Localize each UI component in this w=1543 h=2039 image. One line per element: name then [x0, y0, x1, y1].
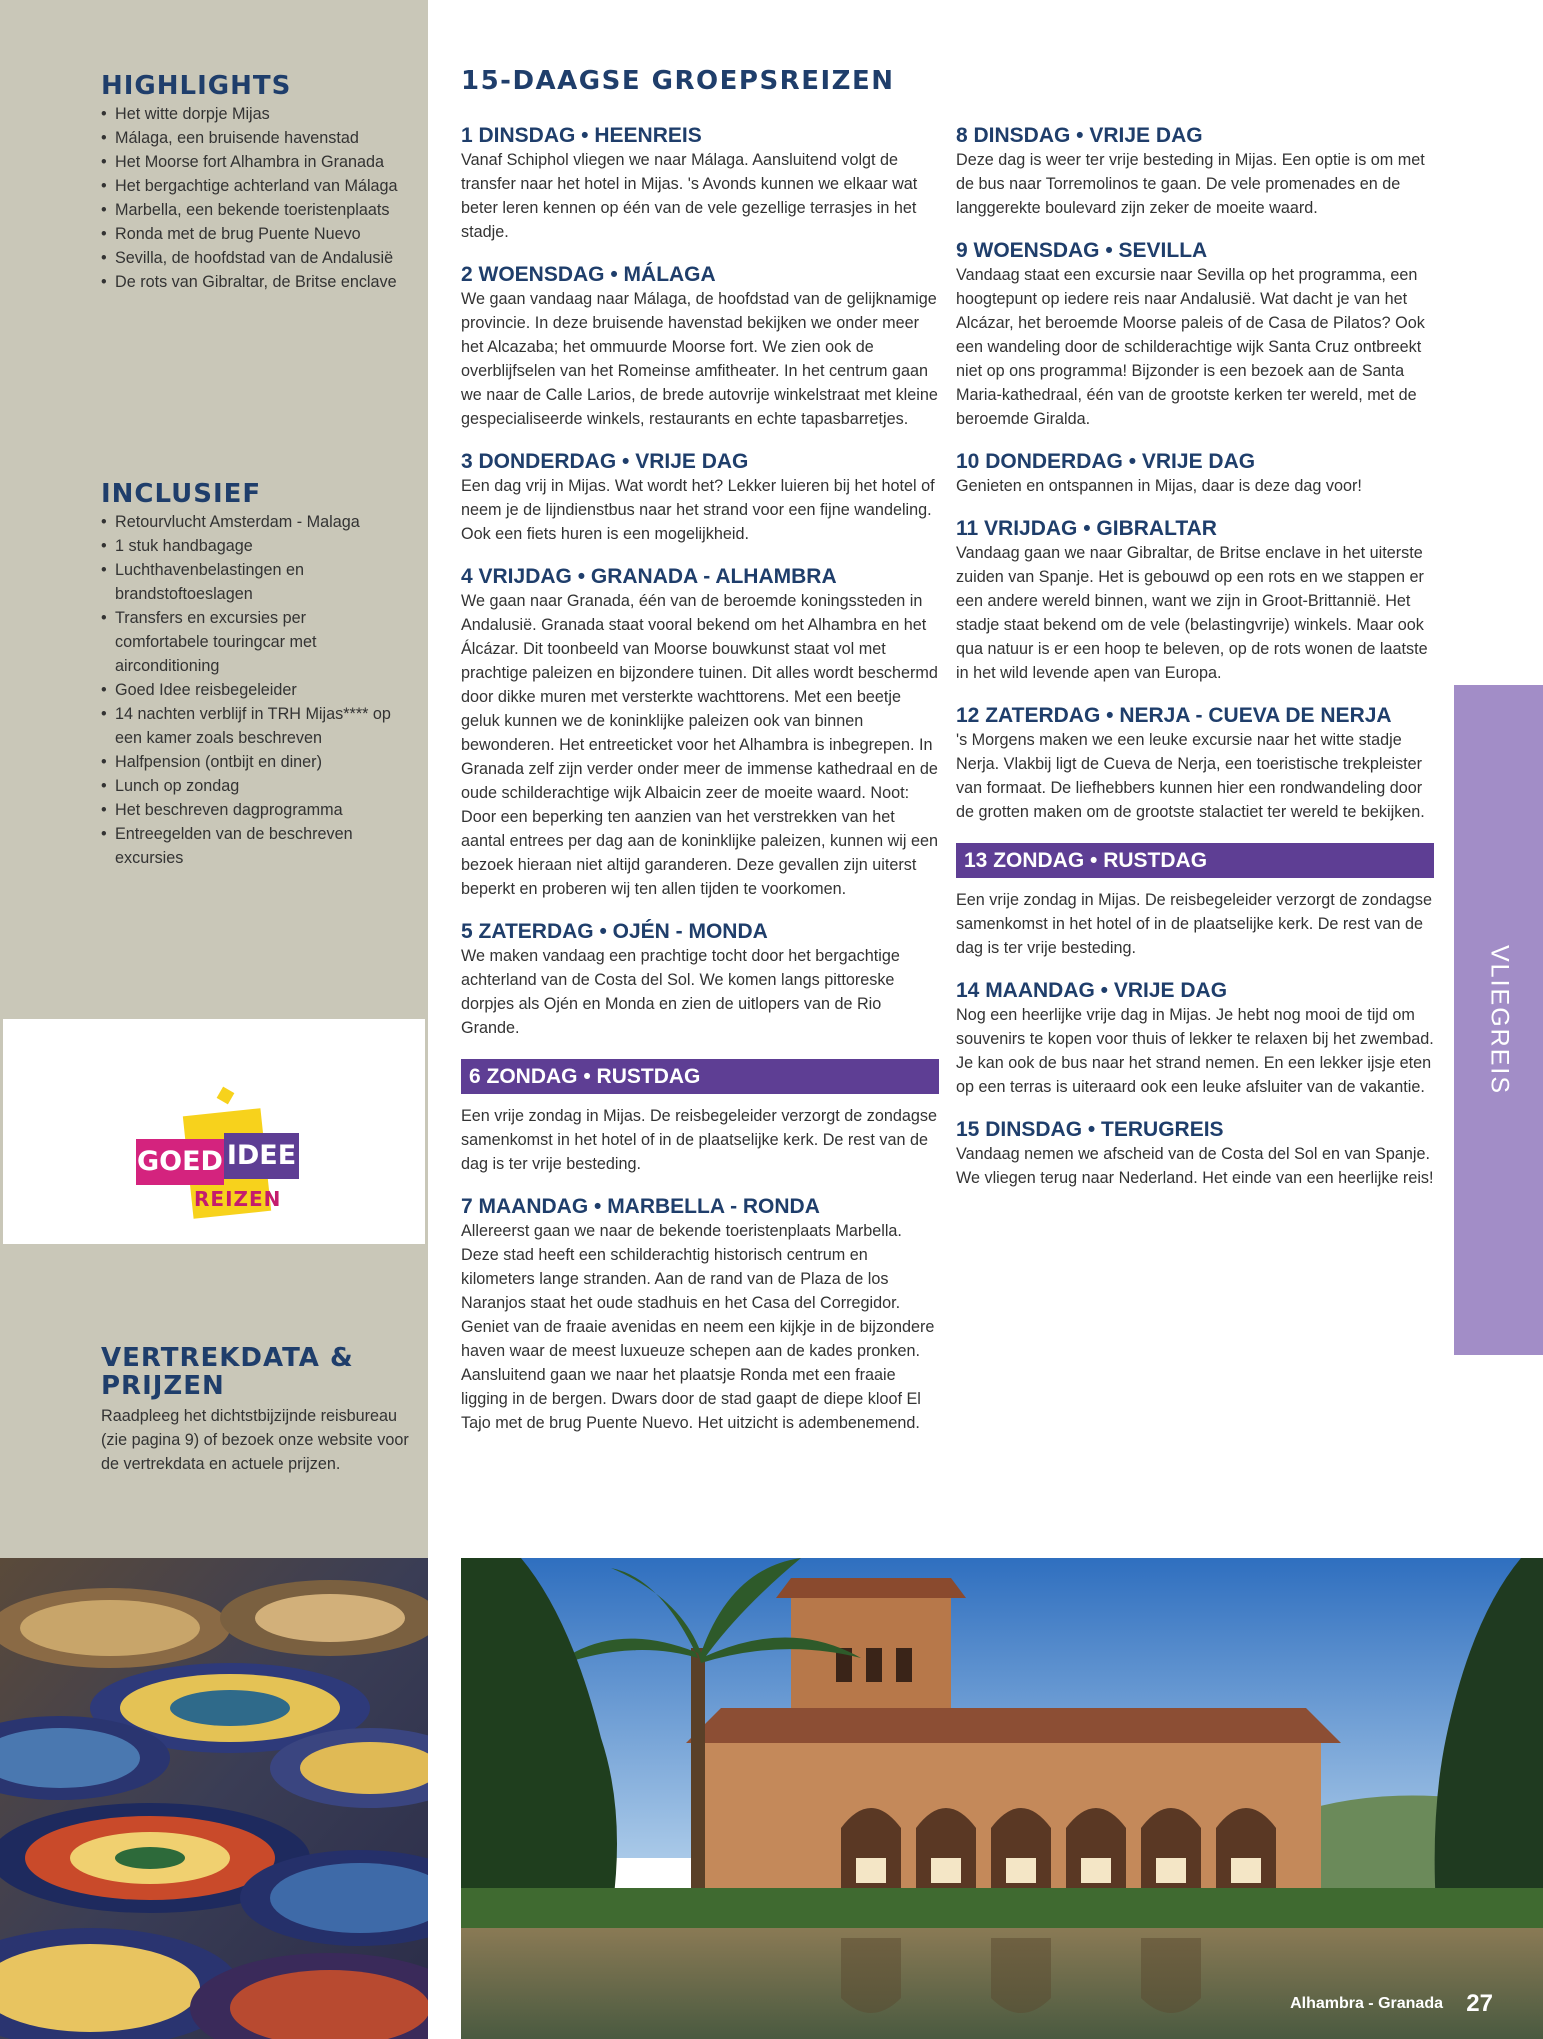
list-item: • 14 nachten verblijf in TRH Mijas**** op een kamer zoals beschreven [101, 702, 395, 750]
logo-idee-text: IDEE [224, 1133, 299, 1179]
day-entry [461, 450, 939, 546]
alhambra-image [461, 1558, 1543, 2039]
list-item: • Het bergachtige achterland van Málaga [101, 174, 411, 198]
day-entry [461, 920, 939, 1040]
day-title: 1 DINSDAG • HEENREIS [461, 124, 702, 147]
day-entry [956, 517, 1434, 685]
day-text: We gaan naar Granada, één van de beroemde koningssteden in Andalusië. Granada staat vooral bekend om het Alhambra en het Álcázar. Dit toonbeeld van Moorse bouwkunst staat vol met prachtige paleizen en bijzondere tuinen. Dit alles wordt beschermd door dikke muren met versterkte wachttorens. Met een beetje geluk kunnen we de koninklijke paleizen ook van binnen bewonderen. Het entreeticket voor het Alhambra is inbegrepen. In Granada zelf zijn verder onder meer de immense kathedraal en de oude schilderachtige wijk Albaicin zeer de moeite waard. Noot: Door een beperking ten aanzien van het verstrekken van het aantal entrees per dag aan de koninklijke paleizen, kunnen wij een bezoek hieraan niet altijd garanderen. Deze gevallen zijn uiterst beperkt en proberen wij ten allen tijden te voorkomen. [461, 592, 938, 898]
list-item: • Lunch op zondag [101, 774, 391, 798]
day-entry [956, 843, 1434, 960]
ceramic-plates-photo [0, 1558, 428, 2039]
list-item: • 1 stuk handbagage [101, 534, 391, 558]
vliegreis-tab-label: VLIEGREIS [1485, 945, 1513, 1095]
day-text: 's Morgens maken we een leuke excursie naar het witte stadje Nerja. Vlakbij ligt de Cueva de Nerja, een toeristische trekpleister van formaat. De liefhebbers kunnen hier een rondwandeling door de grotten maken om de grootste stalactiet ter wereld te bekijken. [956, 731, 1425, 821]
day-entry [461, 124, 939, 244]
day-text: Nog een heerlijke vrije dag in Mijas. Je hebt nog mooi de tijd om souvenirs te kopen voor thuis of lekker te relaxen bij het zwembad. Je kan ook de bus naar het strand nemen. En een lekker ijsje eten op een terras is uiteraard ook een leuke afsluiter van de vakantie. [956, 1006, 1434, 1096]
day-text: Een vrije zondag in Mijas. De reisbegeleider verzorgt de zondagse samenkomst in het hotel of in de plaatselijke kerk. De rest van de dag is ter vrije besteding. [956, 891, 1432, 957]
day-title-highlighted: 13 ZONDAG • RUSTDAG [956, 843, 1434, 878]
photo-caption: Alhambra - Granada [1290, 1995, 1443, 2012]
page-title: 15-DAAGSE GROEPSREIZEN [461, 66, 895, 96]
day-entry [461, 263, 939, 431]
day-entry [956, 239, 1434, 431]
goed-idee-logo-box [3, 1019, 425, 1244]
page-number: 27 [1466, 1990, 1493, 2017]
day-title-highlighted: 6 ZONDAG • RUSTDAG [461, 1059, 939, 1094]
inclusief-title: INCLUSIEF [101, 479, 262, 509]
day-text: Vandaag staat een excursie naar Sevilla op het programma, een hoogtepunt op iedere reis naar Andalusië. Wat dacht je van het Alcázar, het beroemde Moorse paleis of de Casa de Pilatos? Ook een wandeling door de schilderachtige wijk Santa Cruz ontbreekt niet op ons programma! Bijzonder is een bezoek aan de Santa Maria-kathedraal, één van de grootste kerken ter wereld, met de beroemde Giralda. [956, 266, 1425, 428]
highlights-list [101, 102, 411, 294]
day-text: We gaan vandaag naar Málaga, de hoofdstad van de gelijknamige provincie. In deze bruisende havenstad bekijken we onder meer het Alcazaba; het ommuurde Moorse fort. We zien ook de overblijfselen van het Romeinse amfitheater. In het centrum gaan we naar de Calle Larios, de brede autovrije winkelstraat met kleine gespecialiseerde winkels, restaurants en echte tapasbarretjes. [461, 290, 938, 428]
list-item: • Entreegelden van de beschreven excursies [101, 822, 380, 870]
goed-idee-logo [136, 1067, 306, 1211]
list-item: • Transfers en excursies per comfortabele touringcar met airconditioning [101, 606, 350, 678]
ceramic-plates-image [0, 1558, 428, 2039]
alhambra-photo [461, 1558, 1543, 2039]
day-title: 2 WOENSDAG • MÁLAGA [461, 263, 716, 286]
day-entry [956, 450, 1434, 498]
day-title: 12 ZATERDAG • NERJA - CUEVA DE NERJA [956, 704, 1392, 727]
day-text: Een vrije zondag in Mijas. De reisbegeleider verzorgt de zondagse samenkomst in het hotel of in de plaatselijke kerk. De rest van de dag is ter vrije besteding. [461, 1107, 937, 1173]
itinerary-column-right [956, 124, 1434, 1209]
day-entry [956, 1118, 1434, 1190]
day-title: 11 VRIJDAG • GIBRALTAR [956, 517, 1217, 540]
day-text: Vandaag nemen we afscheid van de Costa del Sol en van Spanje. We vliegen terug naar Nederland. Het einde van een heerlijke reis! [956, 1145, 1434, 1187]
day-text: We maken vandaag een prachtige tocht door het bergachtige achterland van de Costa del Sol. We komen langs pittoreske dorpjes als Ojén en Monda en zien de uitlopers van de Rio Grande. [461, 947, 900, 1037]
day-entry [461, 1059, 939, 1176]
day-title: 4 VRIJDAG • GRANADA - ALHAMBRA [461, 565, 837, 588]
day-title: 14 MAANDAG • VRIJE DAG [956, 979, 1228, 1002]
day-title: 8 DINSDAG • VRIJE DAG [956, 124, 1203, 147]
list-item: • Het beschreven dagprogramma [101, 798, 391, 822]
logo-goed-text: GOED [136, 1139, 224, 1185]
day-text: Vanaf Schiphol vliegen we naar Málaga. Aansluitend volgt de transfer naar het hotel in Mijas. 's Avonds kunnen we elkaar wat beter leren kennen op één van de vele gezellige terrasjes in het stadje. [461, 151, 918, 241]
day-title: 5 ZATERDAG • OJÉN - MONDA [461, 920, 768, 943]
list-item: • Goed Idee reisbegeleider [101, 678, 391, 702]
day-text: Genieten en ontspannen in Mijas, daar is deze dag voor! [956, 477, 1362, 495]
logo-dot-shape [217, 1087, 235, 1105]
day-title: 3 DONDERDAG • VRIJE DAG [461, 450, 749, 473]
day-entry [956, 979, 1434, 1099]
day-title: 10 DONDERDAG • VRIJE DAG [956, 450, 1256, 473]
day-text: Deze dag is weer ter vrije besteding in Mijas. Een optie is om met de bus naar Torremolinos te gaan. De vele promenades en de langgerekte boulevard zijn zeker de moeite waard. [956, 151, 1425, 217]
list-item: • Retourvlucht Amsterdam - Malaga [101, 510, 391, 534]
day-title: 15 DINSDAG • TERUGREIS [956, 1118, 1224, 1141]
list-item: • De rots van Gibraltar, de Britse enclave [101, 270, 411, 294]
day-title: 9 WOENSDAG • SEVILLA [956, 239, 1208, 262]
sidebar [0, 0, 428, 1558]
highlights-title: HIGHLIGHTS [101, 71, 292, 101]
day-entry [461, 1195, 939, 1435]
list-item: • Luchthavenbelastingen en brandstoftoeslagen [101, 558, 330, 606]
day-text: Allereerst gaan we naar de bekende toeristenplaats Marbella. Deze stad heeft een schilderachtig historisch centrum en kilometers lange stranden. Aan de rand van de Plaza de los Naranjos staat het oude stadhuis en het Casa del Corregidor. Geniet van de fraaie avenidas en neem een kijkje in de bijzondere haven waar de meest luxueuze schepen aan de kades pronken. Aansluitend gaan we naar het plaatsje Ronda met een fraaie ligging in de bergen. Dwars door de stad gaapt de diepe kloof El Tajo met de brug Puente Nuevo. Het uitzicht is adembenemend. [461, 1222, 935, 1432]
highlights-section [101, 72, 411, 294]
logo-reizen-text: REIZEN [194, 1187, 282, 1211]
day-entry [956, 124, 1434, 220]
vertrek-text: Raadpleeg het dichtstbijzijnde reisbureau (zie pagina 9) of bezoek onze website voor de vertrekdata en actuele prijzen. [101, 1407, 409, 1473]
list-item: • Ronda met de brug Puente Nuevo [101, 222, 411, 246]
day-entry [956, 704, 1434, 824]
list-item: • Málaga, een bruisende havenstad [101, 126, 411, 150]
itinerary-column-left [461, 124, 939, 1454]
vertrek-section [101, 1344, 411, 1476]
list-item: • Marbella, een bekende toeristenplaats [101, 198, 411, 222]
list-item: • Sevilla, de hoofdstad van de Andalusië [101, 246, 411, 270]
day-title: 7 MAANDAG • MARBELLA - RONDA [461, 1195, 820, 1218]
inclusief-section [101, 480, 411, 870]
list-item: • Het witte dorpje Mijas [101, 102, 411, 126]
day-entry [461, 565, 939, 901]
list-item: • Het Moorse fort Alhambra in Granada [101, 150, 411, 174]
vertrek-title: VERTREKDATA & PRIJZEN [101, 1343, 354, 1401]
inclusief-list [101, 510, 391, 870]
list-item: • Halfpension (ontbijt en diner) [101, 750, 391, 774]
day-text: Vandaag gaan we naar Gibraltar, de Britse enclave in het uiterste zuiden van Spanje. Het is gebouwd op een rots en we stappen er een andere wereld binnen, want we zijn in Groot-Brittannië. Het stadje staat bekend om de vele (belastingvrije) winkels. Maar ook qua natuur is er een hoop te beleven, op de rots wonen de laatste in het wild levende apen van Europa. [956, 544, 1428, 682]
vliegreis-tab [1454, 685, 1543, 1355]
day-text: Een dag vrij in Mijas. Wat wordt het? Lekker luieren bij het hotel of neem je de lijndienstbus naar het strand voor een fijne wandeling. Ook een fiets huren is een mogelijkheid. [461, 477, 935, 543]
